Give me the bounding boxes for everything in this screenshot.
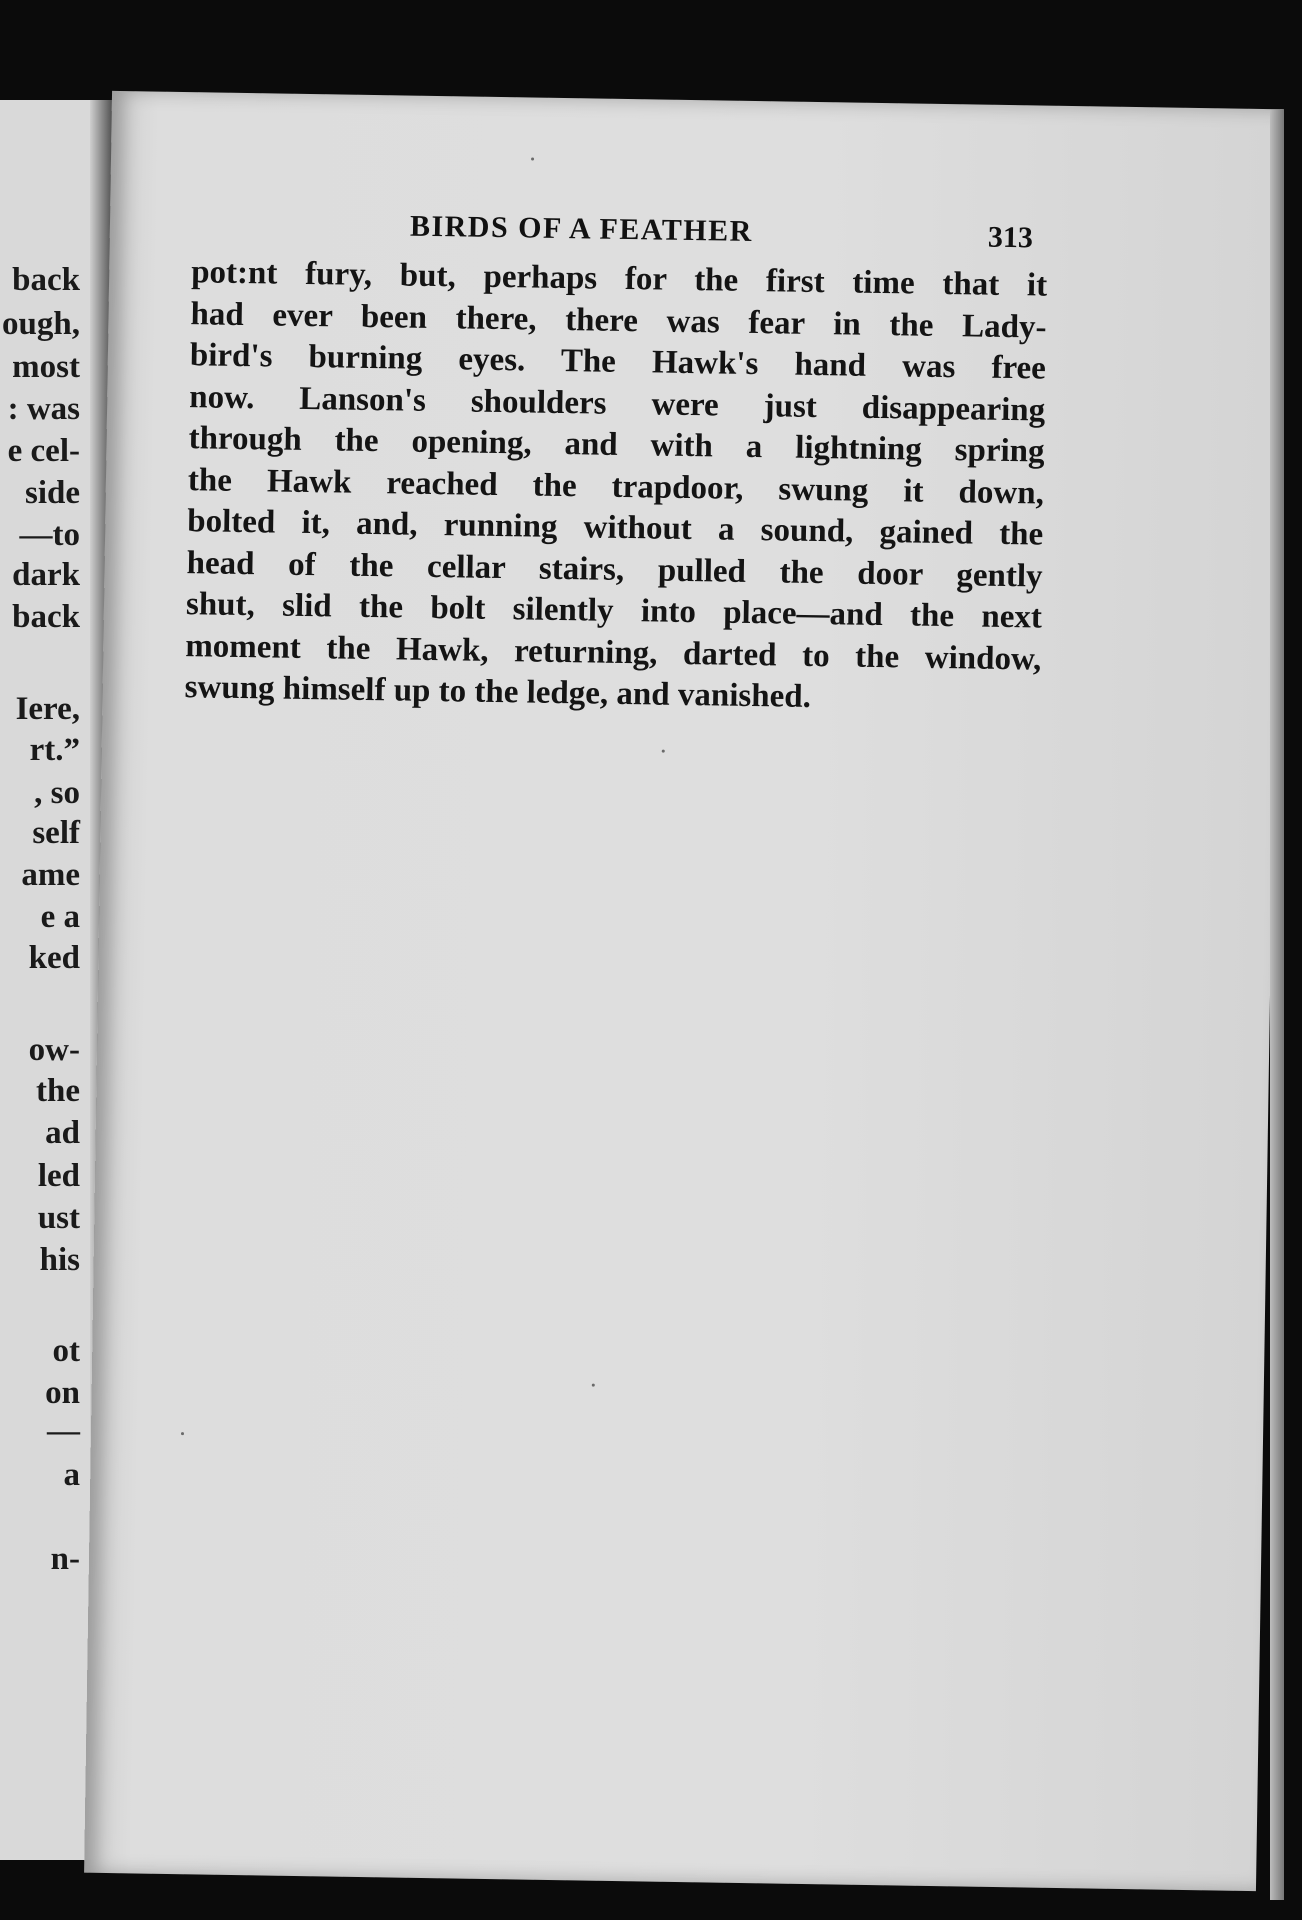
text-line: shut, slid the bolt silently into place—and the next (185, 586, 1043, 636)
left-page-line-fragment: a (63, 1457, 80, 1493)
left-page-line-fragment: ot (52, 1333, 80, 1369)
left-page-line-fragment: most (12, 349, 80, 385)
left-page-line-fragment: dark (12, 557, 80, 593)
left-page-line-fragment: on (45, 1375, 80, 1411)
book-page (84, 91, 1284, 1891)
left-page-line-fragment: n- (50, 1541, 80, 1577)
left-page-line-fragment: led (37, 1158, 80, 1194)
left-page-line-fragment: — (47, 1413, 80, 1449)
page-edge (1270, 110, 1284, 1900)
left-page-line-fragment: e cel- (7, 433, 80, 469)
paper-speck (531, 157, 534, 160)
paper-speck (592, 1384, 595, 1387)
left-page-line-fragment: ough, (2, 306, 80, 342)
text-line: head of the cellar stairs, pulled the door gently (186, 544, 1043, 595)
left-page-line-fragment: self (32, 815, 80, 851)
left-page-line-fragment: ame (21, 857, 80, 893)
left-page-line-fragment: ust (37, 1200, 80, 1236)
paper-speck (662, 750, 665, 753)
left-page-line-fragment: back (12, 262, 80, 298)
left-page-line-fragment: rt.” (29, 732, 80, 768)
text-line: now. Lanson's shoulders were just disappearing (188, 378, 1046, 429)
text-line: moment the Hawk, returning, darted to the window, (185, 627, 1042, 678)
text-line: through the opening, and with a lightning spring (188, 420, 1045, 470)
left-page-line-fragment: , so (34, 775, 80, 811)
body-text (184, 252, 1047, 722)
left-page-line-fragment: side (24, 475, 80, 511)
left-page-line-fragment: ow- (28, 1032, 80, 1068)
text-line: bird's burning eyes. The Hawk's hand was free (189, 337, 1047, 387)
left-page-line-fragment: e a (40, 899, 80, 935)
paper-speck (181, 1432, 184, 1435)
text-line: bolted it, and, running without a sound, gained the (187, 503, 1044, 553)
left-page-line-fragment: back (12, 599, 80, 635)
left-page-line-fragment: ked (28, 940, 80, 976)
left-page-line-fragment: ad (45, 1115, 80, 1151)
left-page-line-fragment: Iere, (15, 691, 80, 727)
left-page-line-fragment: his (39, 1242, 80, 1278)
page-number: 313 (987, 220, 1034, 255)
text-line: the Hawk reached the trapdoor, swung it down, (187, 461, 1045, 512)
text-line: had ever been there, there was fear in the Lady- (190, 295, 1047, 346)
text-line: pot:nt fury, but, perhaps for the first time that it (190, 254, 1048, 304)
text-line: swung himself up to the ledge, and vanished. (184, 669, 812, 715)
left-page-line-fragment: —to (19, 517, 80, 553)
running-head: BIRDS OF A FEATHER (409, 209, 754, 248)
left-page-line-fragment: : was (7, 391, 80, 427)
left-page-line-fragment: the (36, 1073, 80, 1109)
